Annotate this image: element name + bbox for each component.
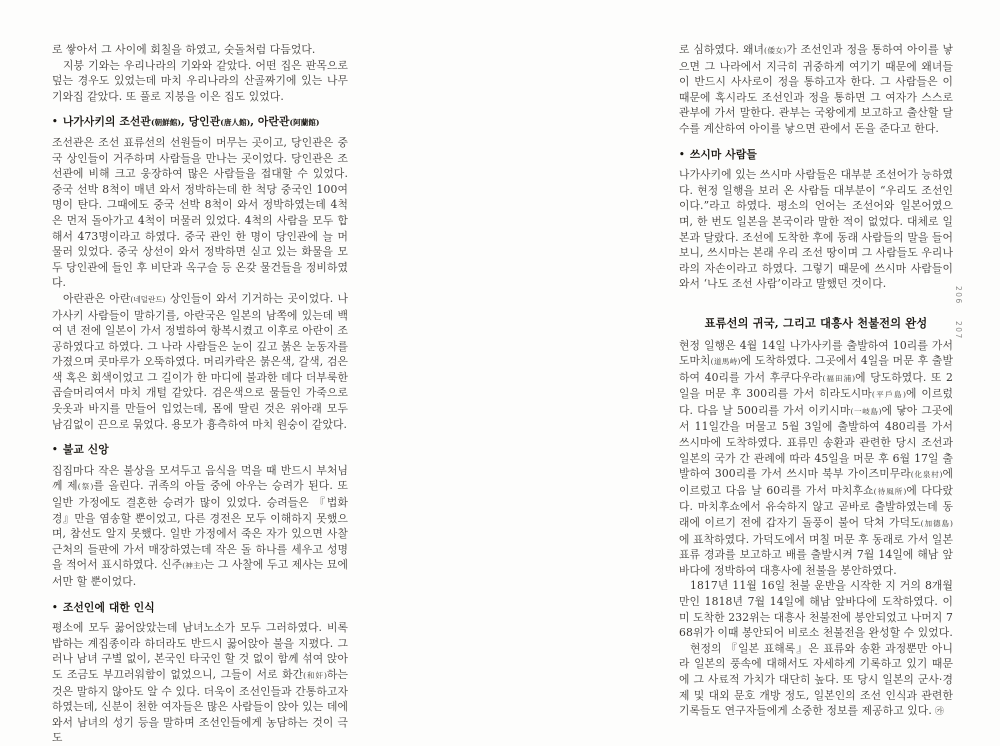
section-title: 쓰시마 사람들 bbox=[689, 147, 757, 161]
paragraph-perception: 평소에 모두 꿇어앉았는데 남녀노소가 모두 그러하였다. 비록 밥하는 계집종이라 하더라도 반드시 꿇어앉아 불을 지폈다. 그러나 남녀 구별 없이, 본국인 타국인 할 것 없이 함께 섞여 앉아도 조금도 부끄러워함이 없었으니, 그들이 서로 화간(和奸)하는 것은 말하지 않아도 알 수 있다. 더욱이 조선인들과 간통하고자 하였는데, 신분이 천한 여자들은 많은 사람들이 앉아 있는 데에 와서 남녀의 성기 등을 말하며 조선인들에게 농담하는 것이 극도 bbox=[52, 621, 348, 745]
page-number-206: 206 bbox=[954, 286, 963, 305]
paragraph-closing bbox=[679, 641, 953, 721]
end-mark-icon: ㉮ bbox=[934, 707, 944, 718]
section-heading-halls bbox=[52, 114, 348, 132]
section-heading-buddhism bbox=[52, 442, 348, 460]
bullet-icon: • bbox=[679, 149, 685, 160]
section-heading-tsushima bbox=[679, 147, 953, 165]
page-left bbox=[52, 42, 348, 746]
bullet-icon: • bbox=[52, 117, 58, 128]
section-heading-perception bbox=[52, 600, 348, 618]
paragraph-return-journey: 현정 일행은 4월 14일 나가사키를 출발하여 10리를 가서 도마치(道馬峙)에 도착하였다. 그곳에서 4일을 머문 후 출발하여 40리를 가서 후쿠다우라(福田浦)에 당도하였다. 또 2일을 머문 후 300리를 가서 히라도시마(平戶島)에 이르렀다. 다음 날 500리를 가서 이키시마(一岐島)에 닿아 그곳에서 11일간을 머물고 5월 3일에 출발하여 480리를 가서 쓰시마에 도착하였다. 표류민 송환과 관련한 당시 조선과 일본의 국가 간 관례에 따라 45일을 머문 후 6월 17일 출발하여 300리를 가서 쓰시마 북부 가이즈미무라(化泉村)에 이르렀고 다음 날 60리를 가서 마치후쇼(待風所)에 다다랐다. 마치후쇼에서 유숙하지 않고 곧바로 출발하였는데 동래에 이르기 전에 갑자기 돌풍이 불어 닥쳐 가덕도(加德島)에 표착하였다. 가덕도에서 며칠 머문 후 동래로 가서 일본 표류 경과를 보고하고 배를 출발시켜 7월 14일에 해남 앞바다에 정박하여 대흥사에 천불을 봉안하였다. bbox=[679, 338, 954, 577]
page-right bbox=[679, 42, 953, 721]
paragraph-continuation: 로 심하였다. 왜녀(倭女)가 조선인과 정을 통하여 아이를 낳으면 그 나라에서 지극히 귀중하게 여기기 때문에 왜녀들이 반드시 사사로이 정을 통하고자 한다. 그 사람들은 이 때문에 혹시라도 조선인과 정을 통하면 그 여자가 스스로 관부에 가서 말한다. 관부는 국왕에게 보고하고 출산할 달수를 계산하여 아이를 낳으면 관에서 돈을 준다고 한다. bbox=[679, 43, 954, 135]
bullet-icon: • bbox=[52, 445, 58, 456]
section-title: 나가사키의 조선관(朝鮮館), 당인관(唐人館), 아란관(阿蘭館) bbox=[62, 115, 320, 129]
paragraph-thousand-buddhas: 1817년 11월 16일 천불 운반을 시작한 지 거의 8개월 만인 1818년 7월 14일에 해남 앞바다에 도착하였다. 이미 도착한 232위는 대흥사 천불전에 봉안되었고 나머지 768위가 이때 봉안되어 비로소 천불전을 완성할 수 있었다. bbox=[679, 579, 953, 640]
paragraph-buddhism: 집집마다 작은 불상을 모셔두고 음식을 먹을 때 반드시 부처님께 제(祭)를 올린다. 귀족의 아들 중에 아우는 승려가 된다. 또 일반 가정에도 결혼한 승려가 많이 있었다. 승려들은 『법화경』만을 염송할 뿐이었고, 다른 경전은 모두 이해하지 못했으며, 참선도 알지 못했다. 일반 가정에서 죽은 자가 있으면 사찰 근처의 들판에 가서 매장하였는데 작은 돌 하나를 세우고 성명을 적어서 표시하였다. 신주(神主)는 그 사찰에 두고 제사는 묘에서만 할 뿐이었다. bbox=[52, 463, 348, 588]
paragraph-continuation: 로 쌓아서 그 사이에 회칠을 하였고, 숫돌처럼 다듬었다. bbox=[52, 43, 316, 56]
bullet-icon: • bbox=[52, 602, 58, 613]
section-title: 불교 신앙 bbox=[62, 443, 109, 457]
paragraph-arangwan: 아란관은 아란(네덜란드) 상인들이 와서 기거하는 곳이었다. 나가사키 사람들이 말하기를, 아란국은 일본의 남쪽에 있는데 백여 년 전에 일본이 가서 정벌하여 항복시켰고 이후로 아란이 조공하였다고 하였다. 그 나라 사람들은 눈이 깊고 붉은 눈동자를 가졌으며 콧마루가 오뚝하였다. 머리카락은 붉은색, 갈색, 검은색 혹은 회색이었고 그 길이가 한 마디에 불과한 데다 더부룩한 곱슬머리여서 마치 개털 같았다. 검은색으로 물들인 가죽으로 웃옷과 바지를 만들어 입었는데, 몸에 딸린 것은 위아래 모두 남김없이 끈으로 묶었다. 용모가 흉측하여 마치 원숭이 같았다. bbox=[52, 291, 348, 431]
closing-text: 현정의 『일본 표해록』은 표류와 송환 과정뿐만 아니라 일본의 풍속에 대해서도 자세하게 기록하고 있기 때문에 그 사료적 가치가 대단히 높다. 또 당시 일본의 군사·경제 및 대외 문호 개방 정도, 일본인의 조선 인식과 관련한 기록들도 연구자들에게 소중한 정보를 제공하고 있다. bbox=[679, 641, 953, 718]
paragraph-tsushima: 나가사키에 있는 쓰시마 사람들은 대부분 조선어가 능하였다. 현정 일행을 보러 온 사람들 대부분이 “우리도 조선인이다.”라고 하였다. 평소의 언어는 조선어와 일본어였으며, 한 번도 일본을 본국이라 말한 적이 없었다. 대체로 일본과 달랐다. 조선에 도착한 후에 동래 사람들의 말을 들어보니, 쓰시마는 본래 우리 조선 땅이며 그 사람들도 우리나라의 자손이라고 하였다. 그렇기 때문에 쓰시마 사람들이 와서 ‘나도 조선 사람’이라고 말했던 것이다. bbox=[679, 168, 953, 291]
paragraph-roof-tiles: 지붕 기와는 우리나라의 기와와 같았다. 어떤 집은 판목으로 덮는 경우도 있었는데 마치 우리나라의 산골짜기에 있는 나무기와집 같았다. 또 풀로 지붕을 이은 집도 있었다. bbox=[52, 58, 348, 103]
chapter-title: 표류선의 귀국, 그리고 대흥사 천불전의 완성 bbox=[704, 315, 928, 330]
page-number-207: 207 bbox=[954, 321, 963, 340]
paragraph-joseongwan: 조선관은 조선 표류선의 선원들이 머무는 곳이고, 당인관은 중국 상인들이 거주하며 사람들을 만나는 곳이었다. 당인관은 조선관에 비해 크고 웅장하여 많은 사람들을 접대할 수 있었다. 중국 선박 8척이 매년 와서 정박하는데 한 척당 중국인 100여 명이 탄다. 그때에도 중국 선박 8척이 와서 정박하였는데 4척은 먼저 돌아가고 4척이 머물러 있었다. 4척의 사람을 모두 합해서 473명이라고 하였다. 중국 관인 한 명이 당인관에 늘 머물러 있었다. 중국 상선이 와서 정박하면 싣고 있는 화물을 모두 당인관에 들인 후 비단과 옥구슬 등 온갖 물건들을 정비하였다. bbox=[52, 135, 348, 290]
section-title: 조선인에 대한 인식 bbox=[62, 600, 155, 614]
